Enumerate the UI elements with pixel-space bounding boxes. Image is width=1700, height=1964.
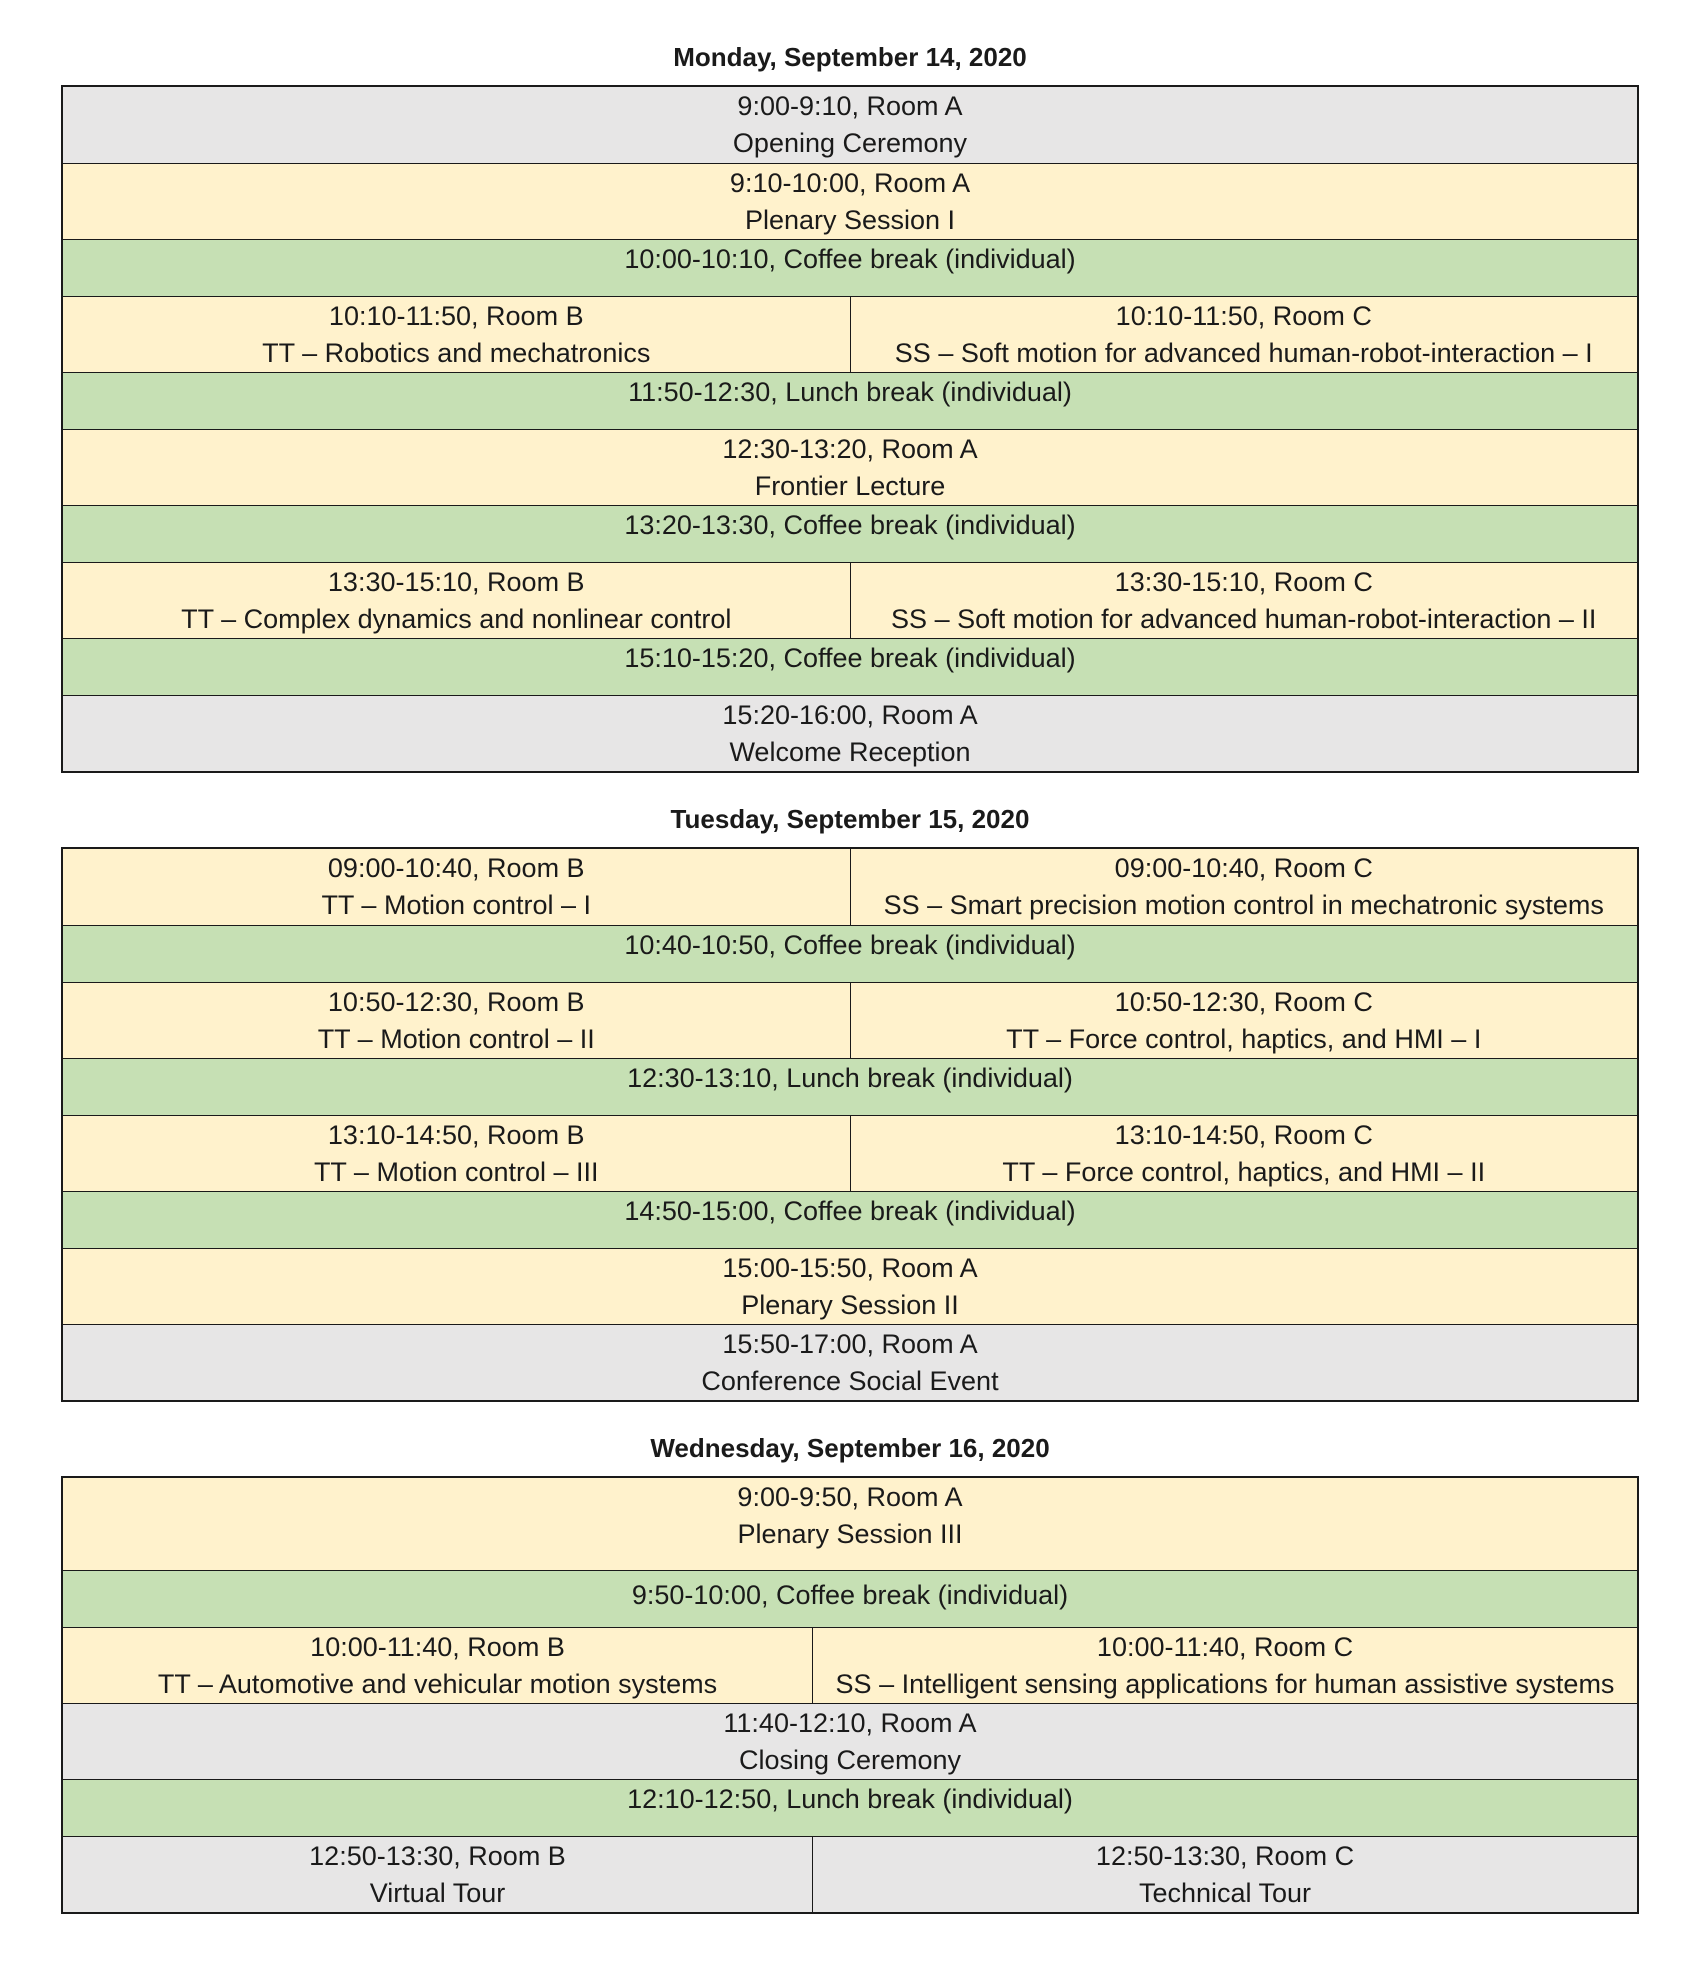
- session-time: 15:20-16:00, Room A: [722, 700, 978, 730]
- session-title: TT – Motion control – I: [321, 890, 592, 920]
- session-title: Frontier Lecture: [754, 471, 946, 501]
- session-title: Plenary Session II: [741, 1290, 959, 1320]
- session-time: 9:00-9:10, Room A: [737, 91, 963, 121]
- session-time: 15:50-17:00, Room A: [722, 1329, 978, 1359]
- session-cell: [63, 1478, 1637, 1570]
- session-time: 13:30-15:10, Room B: [327, 567, 585, 597]
- break-label: 14:50-15:00, Coffee break (individual): [624, 1196, 1076, 1226]
- break-cell: [63, 639, 1637, 695]
- break-cell: [63, 1192, 1637, 1248]
- session-cell: [850, 297, 1638, 372]
- break-label: 11:50-12:30, Lunch break (individual): [628, 377, 1072, 407]
- session-time: 13:10-14:50, Room B: [327, 1120, 585, 1150]
- break-row: [63, 505, 1637, 562]
- session-time: 09:00-10:40, Room B: [327, 853, 585, 883]
- break-cell: [63, 926, 1637, 982]
- schedule-row: [63, 1248, 1637, 1324]
- session-title: Virtual Tour: [369, 1878, 506, 1908]
- session-time: 12:30-13:20, Room A: [722, 434, 978, 464]
- day-title: Monday, September 14, 2020: [673, 42, 1027, 72]
- session-cell: [63, 164, 1637, 239]
- schedule-row: [63, 1478, 1637, 1570]
- session-title: Conference Social Event: [701, 1366, 999, 1396]
- session-time: 11:40-12:10, Room A: [723, 1708, 977, 1738]
- session-time: 10:50-12:30, Room C: [1114, 987, 1373, 1017]
- break-cell: [63, 506, 1637, 562]
- session-time: 12:50-13:30, Room B: [309, 1841, 566, 1871]
- schedule-row: [63, 1324, 1637, 1400]
- session-cell: [63, 1249, 1637, 1324]
- session-title: TT – Force control, haptics, and HMI – II: [1002, 1157, 1486, 1187]
- session-cell: [63, 297, 850, 372]
- session-title: SS – Intelligent sensing applications for human assistive systems: [835, 1669, 1615, 1699]
- session-title: TT – Robotics and mechatronics: [262, 338, 651, 368]
- session-title: Plenary Session III: [737, 1519, 963, 1549]
- day-title: Tuesday, September 15, 2020: [670, 804, 1030, 834]
- session-cell: [63, 983, 850, 1058]
- schedule-row: [63, 429, 1637, 505]
- session-time: 9:00-9:50, Room A: [737, 1482, 963, 1512]
- session-time: 10:10-11:50, Room C: [1115, 301, 1372, 331]
- schedule-row: [63, 296, 1637, 372]
- break-row: [63, 1779, 1637, 1836]
- session-title: TT – Motion control – II: [317, 1024, 595, 1054]
- break-row: [63, 239, 1637, 296]
- break-row: [63, 925, 1637, 982]
- break-cell: [63, 1059, 1637, 1115]
- session-cell: [850, 849, 1638, 925]
- day-wednesday: [61, 1433, 1639, 1914]
- session-title: Opening Ceremony: [732, 128, 968, 158]
- session-title: Welcome Reception: [729, 737, 971, 767]
- break-label: 13:20-13:30, Coffee break (individual): [624, 510, 1076, 540]
- session-cell: [63, 1628, 812, 1703]
- break-cell: [63, 1571, 1637, 1627]
- session-cell: [63, 696, 1637, 771]
- break-cell: [63, 240, 1637, 296]
- session-title: TT – Motion control – III: [313, 1157, 599, 1187]
- session-time: 10:10-11:50, Room B: [328, 301, 584, 331]
- session-cell: [850, 983, 1638, 1058]
- session-time: 13:10-14:50, Room C: [1114, 1120, 1373, 1150]
- session-cell: [812, 1628, 1637, 1703]
- session-cell: [850, 563, 1638, 638]
- schedule-row: [63, 1836, 1637, 1912]
- session-cell: [63, 563, 850, 638]
- session-title: SS – Soft motion for advanced human-robot-interaction – I: [894, 338, 1593, 368]
- session-cell: [63, 1325, 1637, 1400]
- schedule-row: [63, 849, 1637, 925]
- session-cell: [63, 1837, 812, 1912]
- session-title: SS – Soft motion for advanced human-robot-interaction – II: [891, 604, 1597, 634]
- session-title: SS – Smart precision motion control in mechatronic systems: [883, 890, 1604, 920]
- schedule-row: [63, 562, 1637, 638]
- break-label: 10:00-10:10, Coffee break (individual): [624, 244, 1076, 274]
- session-cell: [63, 849, 850, 925]
- session-cell: [63, 1116, 850, 1191]
- session-title: TT – Automotive and vehicular motion systems: [157, 1669, 718, 1699]
- break-label: 15:10-15:20, Coffee break (individual): [624, 643, 1076, 673]
- schedule-row: [63, 163, 1637, 239]
- session-time: 10:50-12:30, Room B: [327, 987, 585, 1017]
- day-title: Wednesday, September 16, 2020: [650, 1433, 1050, 1463]
- schedule-row: [63, 982, 1637, 1058]
- session-time: 9:10-10:00, Room A: [729, 168, 971, 198]
- session-time: 10:00-11:40, Room C: [1096, 1632, 1354, 1662]
- session-time: 15:00-15:50, Room A: [722, 1253, 978, 1283]
- break-label: 12:30-13:10, Lunch break (individual): [627, 1063, 1073, 1093]
- session-time: 10:00-11:40, Room B: [310, 1632, 565, 1662]
- schedule-row: [63, 87, 1637, 163]
- schedule-table: [61, 847, 1639, 1402]
- break-label: 10:40-10:50, Coffee break (individual): [624, 930, 1076, 960]
- schedule-row: [63, 695, 1637, 771]
- day-monday: [61, 42, 1639, 773]
- day-tuesday: [61, 804, 1639, 1402]
- break-cell: [63, 373, 1637, 429]
- session-title: TT – Force control, haptics, and HMI – I: [1006, 1024, 1482, 1054]
- schedule-row: [63, 1703, 1637, 1779]
- session-cell: [850, 1116, 1638, 1191]
- session-title: TT – Complex dynamics and nonlinear control: [181, 604, 732, 634]
- session-title: Plenary Session I: [744, 205, 956, 235]
- schedule-table: [61, 1476, 1639, 1914]
- schedule-row: [63, 1627, 1637, 1703]
- schedule-row: [63, 1115, 1637, 1191]
- session-cell: [63, 87, 1637, 163]
- break-row: [63, 1191, 1637, 1248]
- break-row: [63, 638, 1637, 695]
- session-time: 09:00-10:40, Room C: [1114, 853, 1373, 883]
- break-cell: [63, 1780, 1637, 1836]
- session-time: 12:50-13:30, Room C: [1095, 1841, 1355, 1871]
- break-row: [63, 372, 1637, 429]
- session-title: Closing Ceremony: [738, 1745, 962, 1775]
- session-cell: [812, 1837, 1637, 1912]
- session-time: 13:30-15:10, Room C: [1114, 567, 1373, 597]
- break-label: 12:10-12:50, Lunch break (individual): [627, 1784, 1073, 1814]
- session-title: Technical Tour: [1138, 1878, 1312, 1908]
- schedule-table: [61, 85, 1639, 773]
- break-row: [63, 1058, 1637, 1115]
- break-row: [63, 1570, 1637, 1627]
- session-cell: [63, 430, 1637, 505]
- break-label: 9:50-10:00, Coffee break (individual): [631, 1580, 1069, 1610]
- session-cell: [63, 1704, 1637, 1779]
